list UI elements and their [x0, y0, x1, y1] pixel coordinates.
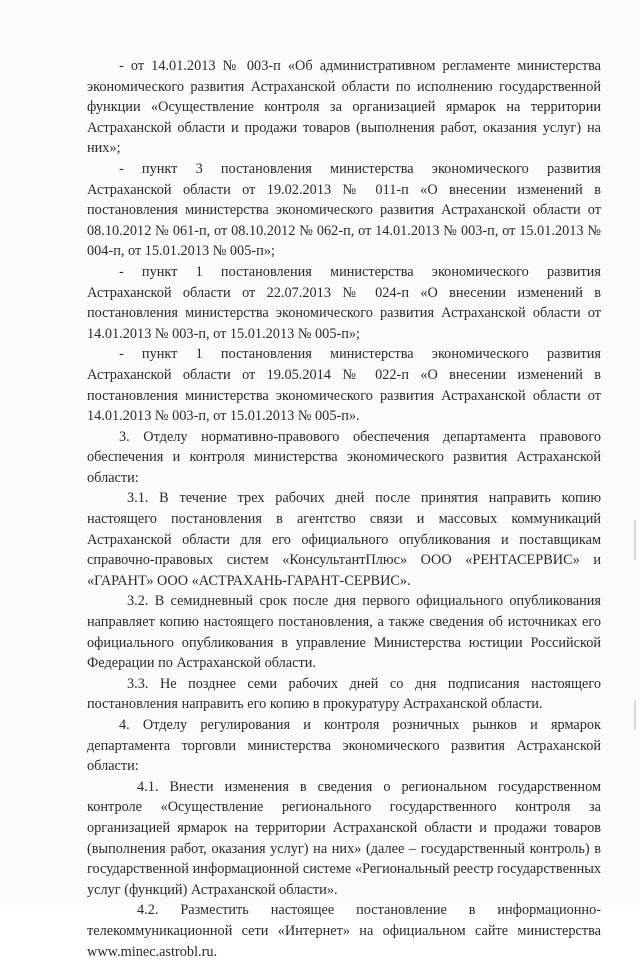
scan-edge-mark: [634, 520, 636, 560]
clause-3-1: 3.1. В течение трех рабочих дней после принятия направить копию настоящего постановления в агентство связи и массовых коммуникаций Астраханской области для его официального опубликования и поставщикам справочно-правовых систем «КонсультантПлюс» ООО «РЕНТАСЕРВИС» и «ГАРАНТ» ООО «АСТРАХАНЬ-ГАРАНТ-СЕРВИС».: [87, 490, 601, 589]
clause-3-2: 3.2. В семидневный срок после дня первого официального опубликования направляет копию настоящего постановления, а также сведения об источниках его официального опубликования в управление Министерства юстиции Российской Федерации по Астраханской области.: [87, 593, 601, 672]
clause-3: 3. Отделу нормативно-правового обеспечения департамента правового обеспечения и контроля министерства экономического развития Астраханской области:: [87, 428, 601, 486]
repealed-act-item-3: - пункт 1 постановления министерства экономического развития Астраханской области от 22.07.2013 № 024-п «О внесении изменений в постановления министерства экономического развития Астраханской области от 14.01.2013 № 003-п, от 15.01.2013 № 005-п»;: [87, 263, 601, 342]
clause-4: 4. Отделу регулирования и контроля розничных рынков и ярмарок департамента торговли министерства экономического развития Астраханской области:: [87, 717, 601, 775]
clause-4-1: 4.1. Внести изменения в сведения о региональном государственном контроле «Осуществление регионального государственного контроля за организацией ярмарок на территории Астраханской области и продажи товаров (выполнения работ, оказания услуг) на них» (далее – государственный контроль) в государственной информационной системе «Региональный реестр государственных услуг (функций) Астраханской области».: [87, 778, 601, 898]
clause-3-3: 3.3. Не позднее семи рабочих дней со дня подписания настоящего постановления направить его копию в прокуратуру Астраханской области.: [87, 675, 601, 713]
clause-4-2: 4.2. Разместить настоящее постановление в информационно-телекоммуникационной сети «Интернет» на официальном сайте министерства www.minec.astrobl.ru.: [87, 902, 601, 960]
repealed-act-item-2: - пункт 3 постановления министерства экономического развития Астраханской области от 19.02.2013 № 011-п «О внесении изменений в постановления министерства экономического развития Астраханской области от 08.10.2012 № 061-п, от 08.10.2012 № 062-п, от 14.01.2013 № 003-п, от 15.01.2013 № 004-п, от 15.01.2013 № 005-п»;: [87, 160, 601, 260]
scan-edge-mark: [634, 700, 636, 730]
repealed-act-item-1: - от 14.01.2013 № 003-п «Об административном регламенте министерства экономического развития Астраханской области по исполнению государственной функции «Осуществление контроля за организацией ярмарок на территории Астраханской области и продажи товаров (выполнения работ, оказания услуг) на них»;: [87, 58, 601, 157]
document-body: [87, 56, 601, 962]
repealed-act-item-4: - пункт 1 постановления министерства экономического развития Астраханской области от 19.05.2014 № 022-п «О внесении изменений в постановления министерства экономического развития Астраханской области от 14.01.2013 № 003-п, от 15.01.2013 № 005-п».: [87, 346, 601, 425]
